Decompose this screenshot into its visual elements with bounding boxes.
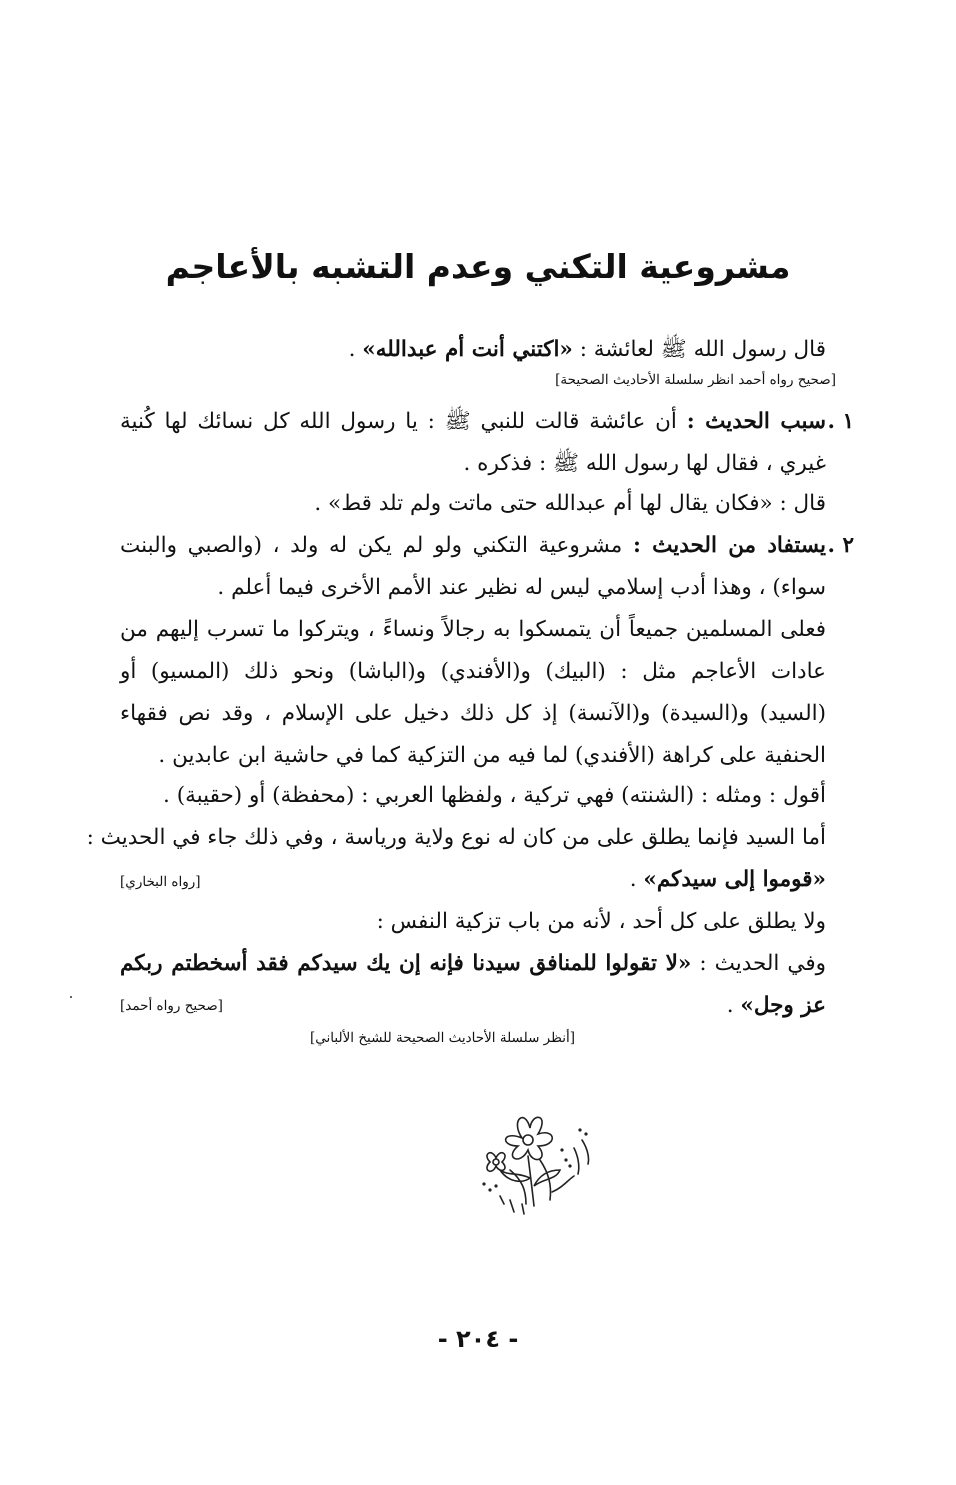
- hadith3-prefix: وفي الحديث :: [691, 951, 826, 976]
- body-line-6: أما السيد فإنما يطلق على من كان له نوع ولاية ورياسة ، وفي ذلك جاء في الحديث :: [86, 825, 826, 850]
- section2-line1-text: مشروعية التكني ولو لم يكن له ولد ، (والصبي والبنت: [120, 533, 633, 558]
- section1-label: سبب الحديث :: [686, 409, 826, 434]
- hadith2-suffix: .: [629, 867, 644, 892]
- body-line-5: أقول : ومثله : (الشنته) فهي تركية ، ولفظها العربي : (محفظة) أو (حقيبة) .: [163, 783, 826, 808]
- section1-line3: قال : «فكان يقال لها أم عبدالله حتى ماتت ولم تلد قط» .: [314, 491, 826, 516]
- body-line-2: عادات الأعاجم مثل : (البيك) و(الأفندي) و(الباشا) ونحو ذلك (المسيو) أو: [120, 659, 826, 684]
- hadith3-line1: [120, 944, 826, 984]
- hadith3-line2: [120, 986, 826, 1026]
- hadith3-text-line2: عز وجل»: [740, 993, 826, 1018]
- body-line-4: الحنفية على كراهة (الأفندي) لما فيه من التزكية كما في حاشية ابن عابدين .: [158, 743, 826, 768]
- hadith2-line: [120, 860, 826, 900]
- body-line-3: (السيد) و(السيدة) و(الآنسة) إذ كل ذلك دخيل على الإسلام ، وقد نص فقهاء: [120, 701, 826, 726]
- hadith2-reference: [رواه البخاري]: [120, 874, 201, 890]
- section1-line1-text: أن عائشة قالت للنبي ﷺ : يا رسول الله كل نسائك لها كُنية: [120, 409, 687, 434]
- intro-reference: [صحيح رواه أحمد انظر سلسلة الأحاديث الصحيحة]: [555, 372, 836, 388]
- section1-line2: غيري ، فقال لها رسول الله ﷺ : فذكره .: [463, 451, 826, 476]
- section2-line2: سواء) ، وهذا أدب إسلامي ليس له نظير عند الأمم الأخرى فيما أعلم .: [217, 575, 826, 600]
- hadith3-text-line1: «لا تقولوا للمنافق سيدنا فإنه إن يك سيدكم فقد أسخطتم ربكم: [120, 951, 692, 976]
- section2-label: يستفاد من الحديث :: [632, 533, 826, 558]
- flower-ornament-icon: [470, 1100, 600, 1220]
- intro-hadith: «اكتني أنت أم عبدالله»: [362, 337, 573, 362]
- hadith2-text: «قوموا إلى سيدكم»: [643, 867, 826, 892]
- intro-suffix: .: [348, 337, 363, 362]
- hadith3-suffix: .: [726, 993, 741, 1018]
- section1-line1: [120, 402, 854, 442]
- final-reference: [أنظر سلسلة الأحاديث الصحيحة للشيخ الألباني]: [310, 1030, 575, 1046]
- section1-number: ١ .: [827, 409, 854, 434]
- section2-number: ٢ .: [827, 533, 854, 558]
- page-title: مشروعية التكني وعدم التشبه بالأعاجم: [165, 247, 791, 286]
- intro-prefix: قال رسول الله ﷺ لعائشة :: [572, 337, 826, 362]
- page-number: - ٢٠٤ -: [437, 1325, 519, 1353]
- section2-line1: [120, 526, 854, 566]
- not-for-all-line: ولا يطلق على كل أحد ، لأنه من باب تزكية النفس :: [376, 909, 826, 934]
- body-line-1: فعلى المسلمين جميعاً أن يتمسكوا به رجالاً ونساءً ، ويتركوا ما تسرب إليهم من: [120, 617, 826, 642]
- intro-line: [120, 330, 826, 370]
- hadith3-reference: [صحيح رواه أحمد]: [120, 998, 223, 1014]
- scan-speck: [70, 996, 72, 998]
